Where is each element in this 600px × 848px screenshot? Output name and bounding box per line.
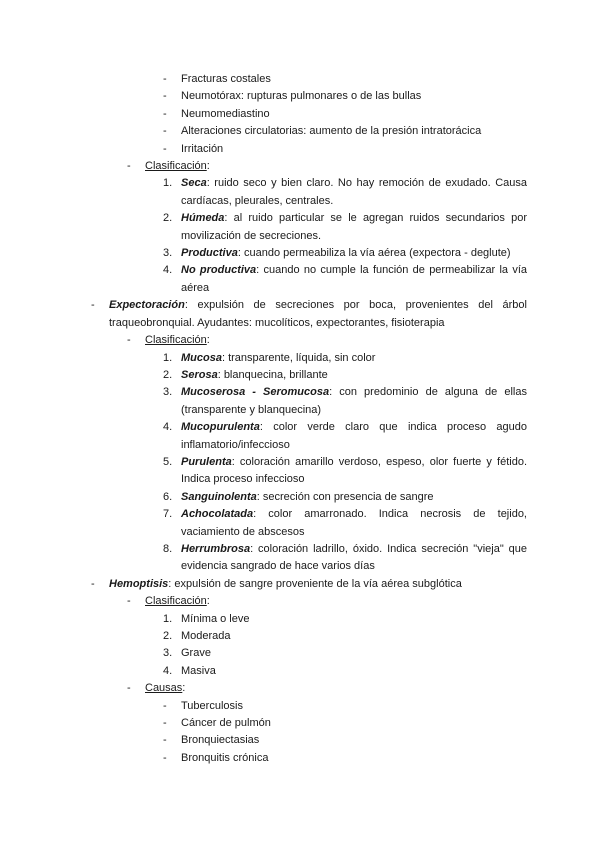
dash-marker: -	[91, 577, 95, 590]
topic-expectoracion	[0, 297, 600, 332]
list-item	[0, 698, 600, 715]
item-number: 4.	[163, 421, 173, 434]
list-item	[0, 141, 600, 158]
item-text: Tuberculosis	[181, 699, 243, 712]
item-number: 2.	[163, 368, 173, 381]
item-term: Purulenta	[181, 455, 232, 468]
item-term: Sanguinolenta	[181, 490, 257, 503]
item-number: 3.	[163, 647, 173, 660]
item-desc: : coloración amarillo verdoso, espeso, olor fuerte y fétido. Indica proceso infeccioso	[181, 455, 527, 486]
item-number: 2.	[163, 630, 173, 642]
item-text: Bronquitis crónica	[181, 751, 269, 764]
item-number: 1.	[163, 177, 173, 190]
heading-text: Clasificación	[145, 160, 207, 173]
list-item	[0, 123, 600, 140]
dash-marker: -	[163, 751, 167, 764]
item-desc: : color amarronado. Indica necrosis de tejido, vaciamiento de abscesos	[181, 508, 527, 538]
item-desc: : blanquecina, brillante	[217, 368, 328, 381]
dash-marker: -	[127, 682, 131, 695]
dash-marker: -	[163, 73, 167, 85]
section-heading-clasificacion	[0, 593, 600, 610]
item-text: Cáncer de pulmón	[181, 717, 271, 730]
item-text: Bronquiectasias	[181, 734, 260, 747]
item-number: 6.	[163, 490, 173, 503]
heading-colon: :	[206, 595, 210, 608]
list-item	[0, 419, 600, 454]
section-heading-clasificacion	[0, 158, 600, 175]
topic-term: Hemoptisis	[109, 577, 169, 590]
item-text: Fracturas costales	[181, 73, 271, 85]
item-desc: : transparente, líquida, sin color	[221, 351, 376, 364]
item-desc: : al ruido particular se le agregan ruidos secundarios por movilización de secreciones.	[181, 212, 527, 242]
dash-marker: -	[163, 699, 167, 712]
item-text: Alteraciones circulatorias: aumento de la presión intratorácica	[181, 125, 482, 138]
list-item	[0, 645, 600, 662]
item-number: 4.	[163, 664, 173, 677]
dash-marker: -	[163, 107, 167, 120]
item-number: 2.	[163, 212, 173, 225]
dash-marker: -	[163, 717, 167, 730]
topic-desc: : expulsión de sangre proveniente de la vía aérea subglótica	[168, 577, 462, 590]
dash-marker: -	[91, 299, 95, 312]
dash-marker: -	[163, 125, 167, 138]
heading-text: Causas	[145, 682, 183, 695]
list-item	[0, 350, 600, 367]
list-item	[0, 506, 600, 541]
item-desc: : con predominio de alguna de ellas (transparente y blanquecina)	[181, 386, 527, 416]
item-term: Achocolatada	[181, 508, 254, 521]
item-term: Mucopurulenta	[181, 421, 260, 434]
item-text: Grave	[181, 647, 211, 660]
item-number: 3.	[163, 247, 173, 260]
dash-marker: -	[163, 90, 167, 103]
item-desc: : ruido seco y bien claro. No hay remoción de exudado. Causa cardíacas, pleurales, centrales.	[181, 177, 527, 207]
item-number: 8.	[163, 542, 173, 555]
list-item	[0, 454, 600, 489]
heading-text: Clasificación	[145, 334, 207, 347]
document-page	[0, 71, 600, 767]
complications-list	[0, 71, 600, 158]
item-number: 1.	[163, 612, 173, 625]
item-term: Productiva	[181, 247, 238, 260]
item-text: Neumotórax: rupturas pulmonares o de las bullas	[181, 90, 422, 103]
item-text: Masiva	[181, 664, 216, 677]
item-term: Mucosa	[181, 351, 222, 364]
item-number: 7.	[163, 508, 173, 521]
item-text: Mínima o leve	[181, 612, 250, 625]
section-heading-causas	[0, 680, 600, 697]
item-number: 3.	[163, 386, 173, 399]
list-item	[0, 611, 600, 628]
item-desc: : secreción con presencia de sangre	[256, 490, 434, 503]
list-item	[0, 715, 600, 732]
list-item	[0, 628, 600, 645]
list-item	[0, 367, 600, 384]
list-item	[0, 541, 600, 576]
item-term: Serosa	[181, 368, 218, 381]
item-desc: : coloración ladrillo, óxido. Indica secreción "vieja" que evidencia sangrado de hace varios días	[181, 542, 527, 573]
item-term: Herrumbrosa	[181, 542, 251, 555]
list-item	[0, 750, 600, 767]
item-text: Moderada	[181, 630, 231, 642]
item-desc: : color verde claro que indica proceso agudo inflamatorio/infeccioso	[181, 421, 527, 451]
item-term: Mucoserosa - Seromucosa	[181, 386, 330, 399]
item-text: Irritación	[181, 142, 224, 155]
list-item	[0, 384, 600, 419]
item-desc: : cuando permeabiliza la vía aérea (expectora - deglute)	[237, 247, 511, 260]
list-item	[0, 175, 600, 210]
dash-marker: -	[127, 160, 131, 173]
item-number: 4.	[163, 264, 173, 277]
item-number: 1.	[163, 351, 173, 364]
item-text: Neumomediastino	[181, 107, 270, 120]
list-item	[0, 663, 600, 680]
list-item	[0, 489, 600, 506]
list-item	[0, 71, 600, 88]
list-item	[0, 732, 600, 749]
dash-marker: -	[127, 334, 131, 347]
item-term: Húmeda	[181, 212, 225, 225]
item-number: 5.	[163, 455, 173, 468]
heading-colon: :	[206, 334, 210, 347]
heading-colon: :	[206, 160, 210, 173]
item-term: Seca	[181, 177, 207, 190]
dash-marker: -	[163, 734, 167, 747]
list-item	[0, 262, 600, 297]
list-item	[0, 88, 600, 105]
topic-term: Expectoración	[109, 299, 185, 312]
list-item	[0, 245, 600, 262]
heading-colon: :	[182, 682, 186, 695]
heading-text: Clasificación	[145, 595, 207, 608]
list-item	[0, 210, 600, 245]
section-heading-clasificacion	[0, 332, 600, 349]
topic-hemoptisis	[0, 576, 600, 593]
dash-marker: -	[127, 595, 131, 608]
item-desc: : cuando no cumple la función de permeabilizar la vía aérea	[181, 264, 528, 294]
list-item	[0, 106, 600, 123]
topic-desc: : expulsión de secreciones por boca, provenientes del árbol traqueobronquial. Ayudantes: mucolíticos, expectorantes, fisioterapia	[109, 299, 527, 329]
item-term: No productiva	[181, 264, 257, 277]
dash-marker: -	[163, 142, 167, 155]
